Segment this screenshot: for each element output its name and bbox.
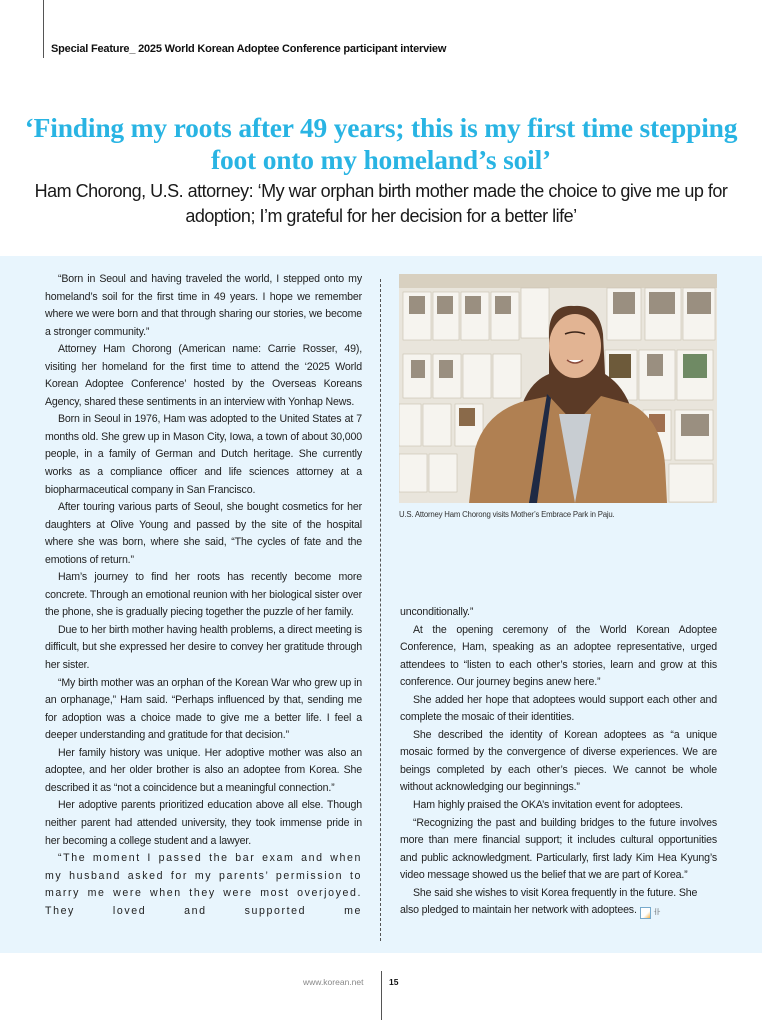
left-column	[45, 271, 362, 920]
paragraph: “My birth mother was an orphan of the Korean War who grew up in an orphanage,” Ham said. “Perhaps influenced by that, sending me for adoption was a choice made to give me a better life. I feel a deeper understanding and gratitude for that decision.”	[45, 676, 362, 742]
paragraph: “Recognizing the past and building bridges to the future involves more than mere financial support; it includes cultural opportunities and public acknowledgment. Particularly, first lady Kim Hea Kyung’s video message showed us the belief that we are part of Korea.”	[400, 816, 717, 882]
paragraph: Her adoptive parents prioritized education above all else. Though neither parent had attended university, they took immense pride in her becoming a college student and a lawyer.	[45, 799, 362, 847]
subheadline: Ham Chorong, U.S. attorney: ‘My war orphan birth mother made the choice to give me up for adoption; I’m grateful for her decision for a better life’	[34, 181, 728, 226]
footer-url: www.korean.net	[303, 977, 364, 987]
paragraph: “The moment I passed the bar exam and when my husband asked for my parents’ permission to marry me were when they were most overjoyed. They loved and supported me	[45, 852, 362, 917]
page-number: 15	[389, 977, 399, 987]
right-column	[400, 604, 717, 920]
end-mark-icon: 卝	[640, 907, 651, 919]
paragraph: Born in Seoul in 1976, Ham was adopted to the United States at 7 months old. She grew up in Mason City, Iowa, a town of about 30,000 people, in a family of German and Dutch heritage. She currently works as a compliance officer and life sciences attorney at a biopharmaceutical company in San Francisco.	[45, 413, 362, 496]
photo-caption: U.S. Attorney Ham Chorong visits Mother’s Embrace Park in Paju.	[399, 510, 615, 519]
paragraph: Ham’s journey to find her roots has recently become more concrete. Through an emotional reunion with her biological sister over the phone, she is gradually piecing together the puzzle of her family.	[45, 571, 362, 619]
section-label: Special Feature_ 2025 World Korean Adoptee Conference participant interview	[51, 43, 447, 55]
headline: ‘Finding my roots after 49 years; this is my first time stepping foot onto my homeland’s soil’	[24, 112, 738, 175]
column-divider	[380, 279, 381, 941]
paragraph: She described the identity of Korean adoptees as “a unique mosaic formed by the convergence of diverse experiences. We are beings completed by each other’s pieces. We cannot be whole without acknowledging our beginnings.”	[400, 728, 717, 794]
top-rule	[43, 0, 44, 58]
paragraph-continuation: unconditionally.”	[400, 606, 474, 618]
paragraph: “Born in Seoul and having traveled the world, I stepped onto my homeland’s soil for the first time in 49 years. I hope we remember where we were born and that through sharing our stories, we become a stronger community.”	[45, 273, 362, 338]
paragraph: After touring various parts of Seoul, she bought cosmetics for her daughters at Olive Young and passed by the site of the hospital where she was born, where she said, “The cycles of fate and the emotions of return.”	[45, 501, 362, 566]
paragraph	[400, 885, 717, 920]
article-photo	[399, 274, 717, 503]
paragraph: At the opening ceremony of the World Korean Adoptee Conference, Ham, speaking as an adoptee representative, urged attendees to “listen to each other’s stories, learn and grow at this conference. Our journey begins anew here.”	[400, 623, 717, 689]
paragraph: Attorney Ham Chorong (American name: Carrie Rosser, 49), visiting her homeland for the first time to attend the ‘2025 World Korean Adoptee Conference’ hosted by the Overseas Koreans Agency, shared these sentiments in an interview with Yonhap News.	[45, 343, 362, 408]
paragraph-text: She said she wishes to visit Korea frequently in the future. She also pledged to maintain her network with adoptees.	[400, 886, 698, 917]
paragraph: Her family history was unique. Her adoptive mother was also an adoptee, and her older brother is also an adoptee from Korea. She described it as “not a coincidence but a meaningful connection.”	[45, 746, 362, 794]
paragraph: Due to her birth mother having health problems, a direct meeting is difficult, but she expressed her desire to convey her gratitude through her sister.	[45, 623, 362, 672]
photo-illustration	[399, 274, 717, 503]
paragraph: Ham highly praised the OKA’s invitation event for adoptees.	[413, 799, 683, 812]
footer-rule	[381, 971, 382, 1020]
paragraph: She added her hope that adoptees would support each other and complete the mosaic of their identities.	[400, 693, 717, 724]
